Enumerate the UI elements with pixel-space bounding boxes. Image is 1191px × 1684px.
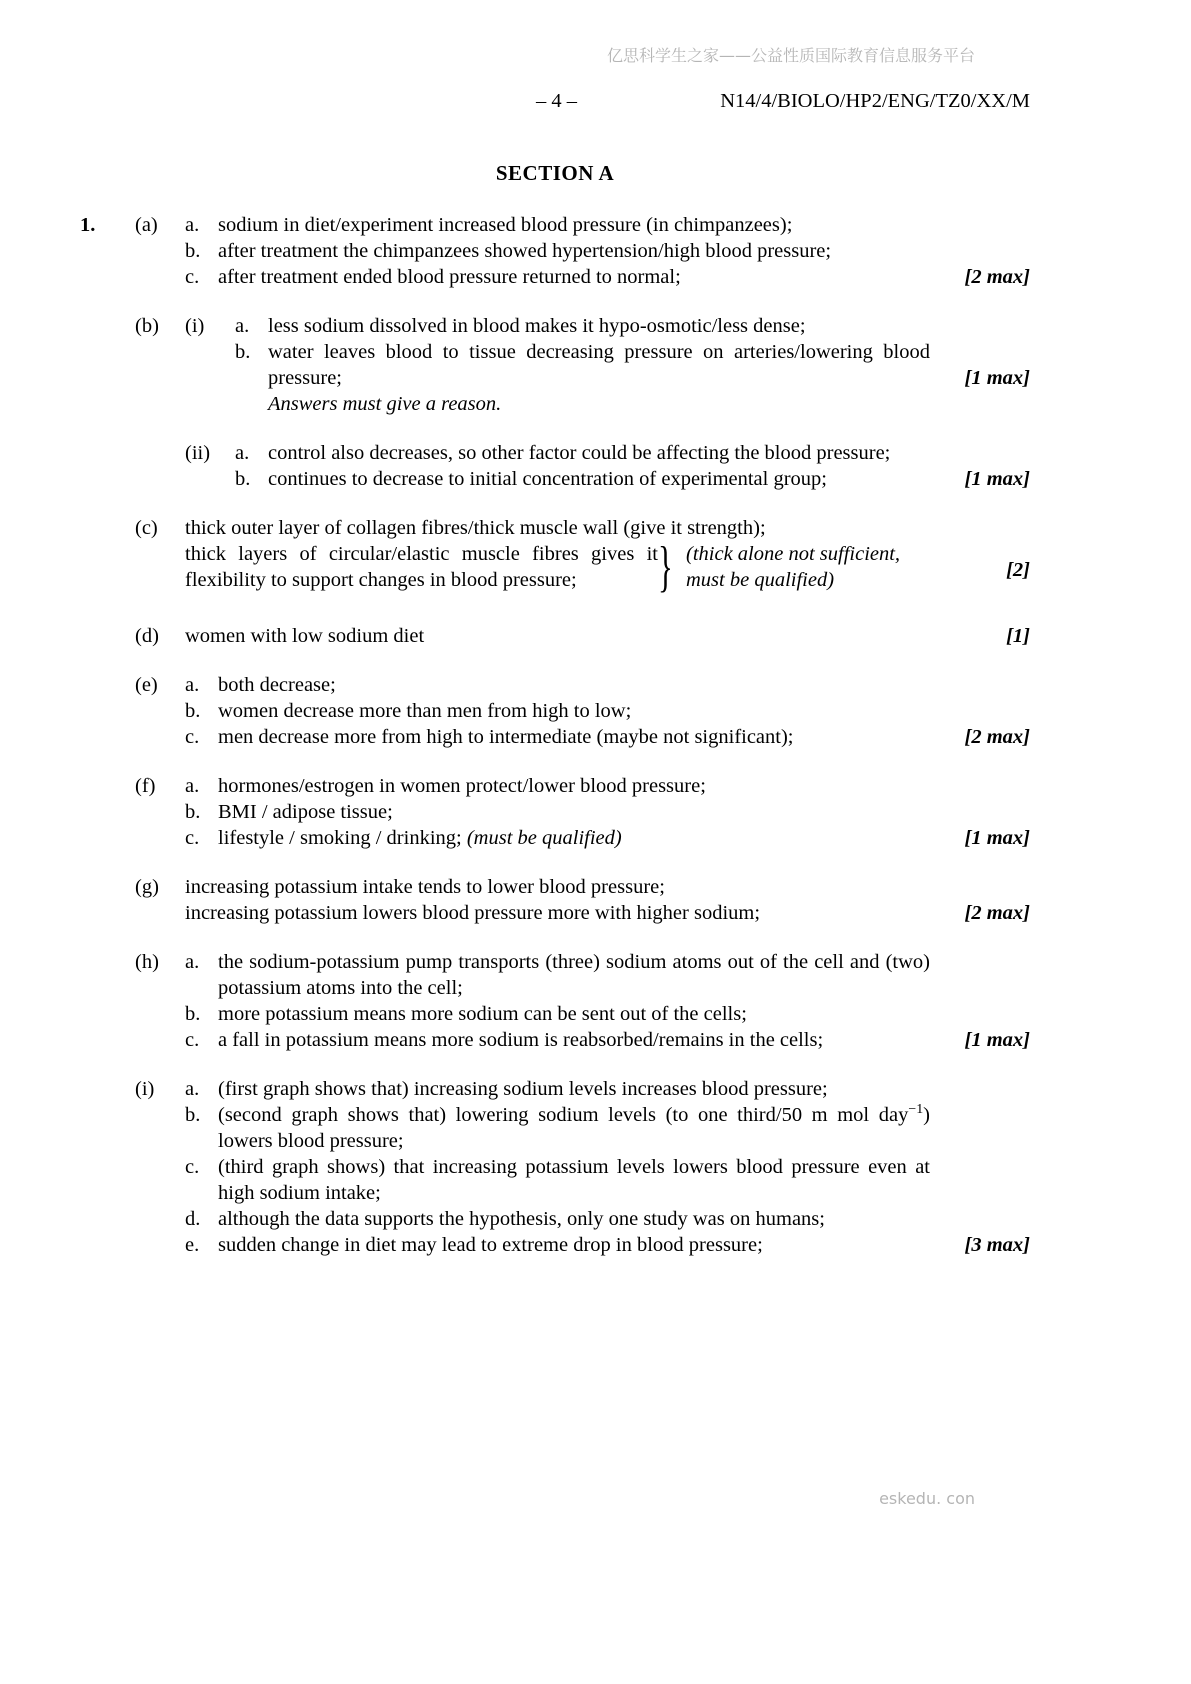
- part-b: [135, 313, 1030, 492]
- part-c: [135, 515, 1030, 598]
- sub-ii-body: [235, 440, 1030, 492]
- answer-item: [235, 339, 1030, 391]
- answer-item: [185, 212, 1030, 238]
- answer-line: thick layers of circular/elastic muscle fibres gives it: [185, 543, 658, 565]
- answer-item: [185, 799, 1030, 825]
- answer-item: [185, 773, 1030, 799]
- qualifier-note: [680, 541, 930, 593]
- qualified-answer-block: [185, 536, 1030, 598]
- part-i-body: [185, 1076, 1030, 1258]
- item-letter: b.: [235, 341, 251, 363]
- part-i-label: (i): [135, 1078, 155, 1100]
- examiner-note: Answers must give a reason.: [268, 393, 502, 415]
- item-letter: a.: [185, 951, 200, 973]
- answer-text: ) lowers blood pressure;: [218, 1104, 930, 1152]
- answer-item: [185, 825, 1030, 851]
- item-text: hormones/estrogen in women protect/lower blood pressure;: [218, 775, 706, 797]
- item-letter: b.: [185, 1003, 201, 1025]
- answer-text: (second graph shows that) lowering sodium levels (to one third/50 m mol day: [218, 1104, 909, 1126]
- part-f-body: [185, 773, 1030, 851]
- answer-item: [235, 466, 1030, 492]
- watermark-text: 亿思科学生之家——公益性质国际教育信息服务平台: [606, 46, 975, 65]
- part-d-label: (d): [135, 625, 159, 647]
- item-letter: c.: [185, 1156, 200, 1178]
- part-c-label: (c): [135, 517, 158, 539]
- answer-lines: [185, 541, 658, 593]
- question-1: [80, 212, 1030, 1258]
- item-letter: a.: [235, 442, 250, 464]
- item-letter: b.: [235, 468, 251, 490]
- part-a: [135, 212, 1030, 290]
- mark-badge: [1 max]: [964, 1029, 1030, 1051]
- item-text: after treatment ended blood pressure returned to normal;: [218, 266, 681, 288]
- page-content: [80, 160, 1030, 1281]
- answer-item: [235, 313, 1030, 339]
- answer-line: thick outer layer of collagen fibres/thick muscle wall (give it strength);: [185, 517, 766, 539]
- item-text: the sodium-potassium pump transports (three) sodium atoms out of the cell and (two) potassium atoms into the cell;: [218, 951, 930, 999]
- part-a-body: [185, 212, 1030, 290]
- item-text: BMI / adipose tissue;: [218, 801, 393, 823]
- part-b-label: (b): [135, 315, 159, 337]
- footer-watermark: eskedu. con: [879, 1489, 975, 1508]
- part-e-body: [185, 672, 1030, 750]
- item-text: [218, 825, 930, 851]
- mark-badge: [1 max]: [964, 367, 1030, 389]
- answer-item: [185, 1001, 1030, 1027]
- answer-text: lifestyle / smoking / drinking;: [218, 827, 462, 849]
- item-text: sodium in diet/experiment increased blood pressure (in chimpanzees);: [218, 214, 793, 236]
- item-letter: b.: [185, 240, 201, 262]
- item-text: sudden change in diet may lead to extreme drop in blood pressure;: [218, 1234, 763, 1256]
- answer-item: [185, 724, 1030, 750]
- answer-text: women with low sodium diet: [185, 625, 425, 647]
- item-letter: a.: [185, 1078, 200, 1100]
- answer-line: increasing potassium intake tends to lower blood pressure;: [185, 876, 665, 898]
- page-number: – 4 –: [536, 90, 577, 112]
- item-letter: c.: [185, 1029, 200, 1051]
- mark-badge: [1 max]: [964, 827, 1030, 849]
- item-letter: a.: [185, 775, 200, 797]
- item-text: water leaves blood to tissue decreasing pressure on arteries/lowering blood pressure;: [268, 341, 930, 389]
- answer-item: [185, 698, 1030, 724]
- question-number: 1.: [80, 214, 96, 236]
- answer-line: flexibility to support changes in blood pressure;: [185, 569, 577, 591]
- superscript-exponent: −1: [908, 1102, 924, 1118]
- sub-i-label: (i): [185, 315, 205, 337]
- answer-item: [185, 1206, 1030, 1232]
- mark-badge: [2 max]: [964, 902, 1030, 924]
- item-letter: c.: [185, 827, 200, 849]
- part-g-body: [185, 874, 1030, 926]
- item-text: control also decreases, so other factor could be affecting the blood pressure;: [268, 442, 891, 464]
- part-a-label: (a): [135, 214, 158, 236]
- answer-text: increasing potassium lowers blood pressure more with higher sodium;: [185, 902, 761, 924]
- section-title: SECTION A: [495, 161, 615, 185]
- part-e: [135, 672, 1030, 750]
- answer-item: [235, 440, 1030, 466]
- part-g-label: (g): [135, 876, 159, 898]
- mark-badge: [3 max]: [964, 1234, 1030, 1256]
- item-text: less sodium dissolved in blood makes it hypo-osmotic/less dense;: [268, 315, 806, 337]
- part-g: [135, 874, 1030, 926]
- answer-item: [185, 238, 1030, 264]
- item-letter: d.: [185, 1208, 201, 1230]
- answer-item: [185, 1102, 1030, 1154]
- item-text: continues to decrease to initial concentration of experimental group;: [268, 468, 827, 490]
- part-i: [135, 1076, 1030, 1258]
- item-text: men decrease more from high to intermediate (maybe not significant);: [218, 726, 794, 748]
- part-d-body: [185, 623, 1030, 649]
- mark-badge: [2 max]: [964, 266, 1030, 288]
- part-b-sub-i: [185, 313, 1030, 417]
- sub-i-body: [235, 313, 1030, 417]
- answer-item: [185, 1076, 1030, 1102]
- sub-ii-label: (ii): [185, 442, 211, 464]
- answer-line: [185, 900, 1030, 926]
- answer-item: [185, 672, 1030, 698]
- item-text: although the data supports the hypothesis, only one study was on humans;: [218, 1208, 825, 1230]
- item-text: both decrease;: [218, 674, 336, 696]
- mark-badge: [1 max]: [964, 468, 1030, 490]
- answer-item: [185, 1027, 1030, 1053]
- part-h-body: [185, 949, 1030, 1053]
- part-b-body: [185, 313, 1030, 492]
- part-h: [135, 949, 1030, 1053]
- answer-item: [185, 264, 1030, 290]
- item-letter: a.: [235, 315, 250, 337]
- part-f: [135, 773, 1030, 851]
- item-letter: c.: [185, 726, 200, 748]
- item-letter: a.: [185, 674, 200, 696]
- qualifier-note: (must be qualified): [461, 827, 622, 849]
- part-e-label: (e): [135, 674, 158, 696]
- item-text: a fall in potassium means more sodium is reabsorbed/remains in the cells;: [218, 1029, 824, 1051]
- item-letter: b.: [185, 801, 201, 823]
- mark-badge: [1]: [1006, 625, 1030, 647]
- item-text: after treatment the chimpanzees showed hypertension/high blood pressure;: [218, 240, 832, 262]
- paper-code: N14/4/BIOLO/HP2/ENG/TZ0/XX/M: [720, 90, 1030, 112]
- item-text: (third graph shows) that increasing potassium levels lowers blood pressure even at high sodium intake;: [218, 1156, 930, 1204]
- answer-item: [185, 949, 1030, 1001]
- part-f-label: (f): [135, 775, 156, 797]
- item-letter: a.: [185, 214, 200, 236]
- part-h-label: (h): [135, 951, 159, 973]
- part-b-sub-ii: [185, 440, 1030, 492]
- item-text: more potassium means more sodium can be sent out of the cells;: [218, 1003, 747, 1025]
- item-letter: e.: [185, 1234, 200, 1256]
- brace-glyph: }: [658, 536, 673, 598]
- item-text: [218, 1102, 930, 1154]
- item-text: women decrease more than men from high to low;: [218, 700, 632, 722]
- mark-badge: [2 max]: [964, 726, 1030, 748]
- qualifier-note-line: (thick alone not sufficient,: [686, 543, 901, 565]
- answer-line: [185, 623, 1030, 649]
- answer-item: [185, 1232, 1030, 1258]
- item-letter: b.: [185, 700, 201, 722]
- part-d: [135, 623, 1030, 649]
- item-text: (first graph shows that) increasing sodium levels increases blood pressure;: [218, 1078, 828, 1100]
- item-letter: b.: [185, 1104, 201, 1126]
- answer-item: [185, 1154, 1030, 1206]
- mark-badge: [2]: [1006, 559, 1030, 581]
- qualifier-note-line: must be qualified): [686, 569, 835, 591]
- part-c-body: [185, 515, 1030, 598]
- item-letter: c.: [185, 266, 200, 288]
